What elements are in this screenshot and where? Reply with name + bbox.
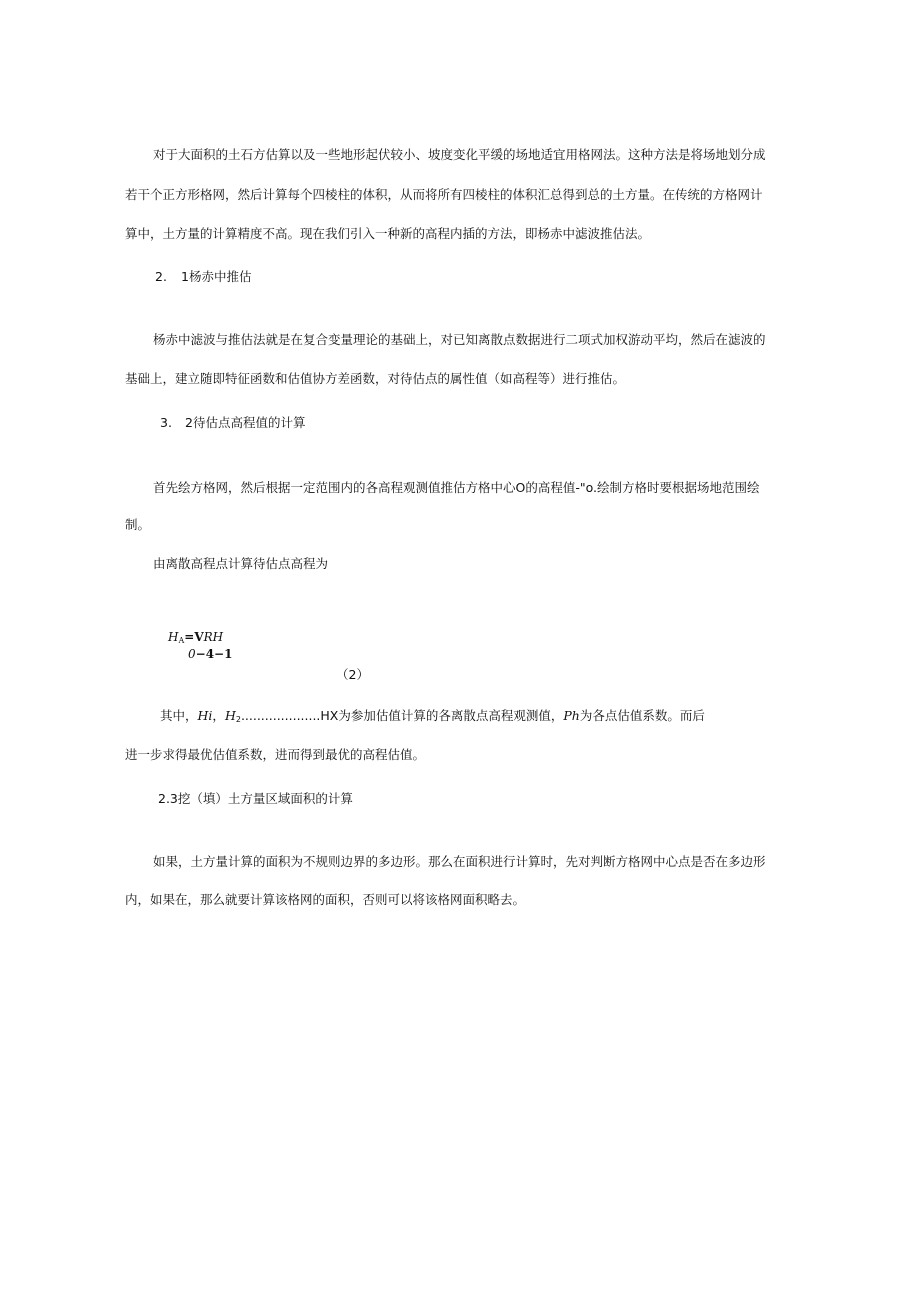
var-ph: Ph <box>563 708 580 723</box>
section-heading-2-2 <box>160 414 305 432</box>
formula-equals: = <box>184 630 195 644</box>
paragraph-3-line-1: 首先绘方格网，然后根据一定范围内的各高程观测值推估方格中心O的高程值-"o.绘制方格时要根据场地范围绘 <box>153 480 760 495</box>
text-prefix: 其中， <box>160 708 198 723</box>
section-heading-2-1 <box>155 268 251 286</box>
paragraph-2-line-2: 基础上，建立随即特征函数和估值协方差函数，对待估点的属性值（如高程等）进行推估。 <box>125 371 626 386</box>
paragraph-1-line-3: 算中，土方量的计算精度不高。现在我们引入一种新的高程内插的方法，即杨赤中滤波推估法。 <box>125 226 651 241</box>
paragraph-4: 由离散高程点计算待估点高程为 <box>153 556 329 571</box>
paragraph-1-line-2: 若干个正方形格网，然后计算每个四棱柱的体积，从而将所有四棱柱的体积汇总得到总的土方量。在传统的方格网计 <box>125 187 763 202</box>
section-title: 2待估点高程值的计算 <box>185 415 306 430</box>
formula-line-2 <box>188 645 232 663</box>
paragraph-3-line-2: 制。 <box>125 517 151 532</box>
var-h2: H <box>224 708 236 723</box>
text-separator: ， <box>212 708 225 723</box>
text-dots: .................... <box>240 708 321 723</box>
section-number: 2. <box>155 269 167 284</box>
paragraph-1-line-1: 对于大面积的土石方估算以及一些地形起伏较小、坡度变化平缓的场地适宜用格网法。这种方法是将场地划分成 <box>153 147 766 162</box>
section-title: 1杨赤中推估 <box>181 269 252 284</box>
formula-under-rest: −4−1 <box>195 647 233 661</box>
paragraph-6-line-1: 如果，土方量计算的面积为不规则边界的多边形。那么在面积进行计算时，先对判断方格网中心点是否在多边形 <box>153 854 766 869</box>
text-suffix: 为各点估值系数。而后 <box>579 708 705 723</box>
paragraph-5-line-2: 进一步求得最优估值系数，进而得到最优的高程估值。 <box>125 747 426 762</box>
section-heading-2-3: 2.3挖（填）土方量区域面积的计算 <box>158 791 353 806</box>
var-hi: Hi <box>197 708 213 723</box>
formula-v: V <box>194 630 204 644</box>
formula-rhs: RH <box>203 630 224 644</box>
paragraph-6-line-2: 内，如果在，那么就要计算该格网的面积，否则可以将该格网面积略去。 <box>125 892 526 907</box>
section-number: 3. <box>160 415 172 430</box>
paragraph-5-line-1 <box>160 707 705 729</box>
equation-number: （2） <box>336 667 369 682</box>
formula-lhs-subscript: A <box>178 636 185 645</box>
formula-lhs: H <box>168 630 179 644</box>
paragraph-2-line-1: 杨赤中滤波与推估法就是在复合变量理论的基础上，对已知离散点数据进行二项式加权游动平均，然后在滤波的 <box>153 332 766 347</box>
formula-under-0: 0 <box>188 647 196 661</box>
text-middle: HX为参加估值计算的各离散点高程观测值， <box>320 708 564 723</box>
var-h2-subscript: 2 <box>235 715 241 724</box>
